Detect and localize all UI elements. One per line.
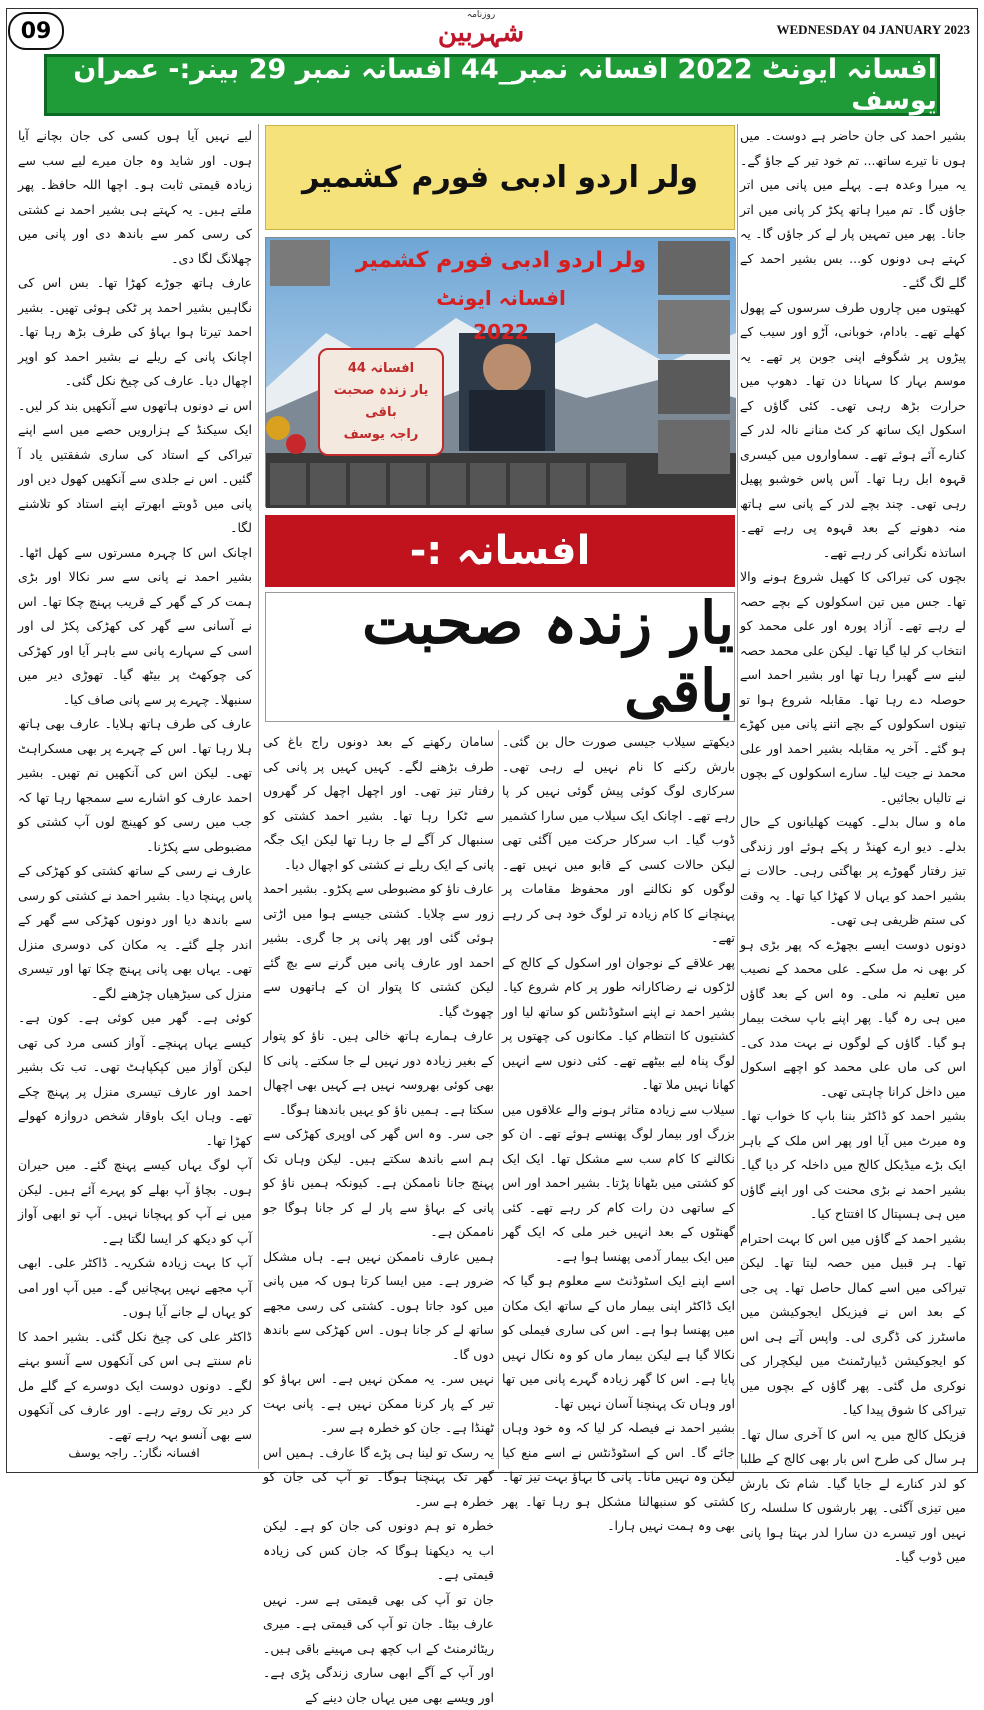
newspaper-logo	[426, 10, 536, 48]
paragraph: عارف نے رسی کے ساتھ کشتی کو کھڑکی کے پاس پہنچا دیا۔ بشیر احمد نے کشتی کو رسی سے باندھ دیا اور دونوں کھڑکی سے گھر کے اندر چلے گئے۔ یہ مکان کی دوسری منزل تھی۔ یہاں بھی پانی پہنچ چکا تھا اور تیسری منزل کی سیڑھیاں چڑھنے لگے۔	[18, 859, 252, 1006]
paragraph: نہیں سر۔ یہ ممکن نہیں ہے۔ اس بہاؤ کو تیر کے پار کرنا ممکن نہیں ہے۔ پانی بہت ٹھنڈا ہے۔ جان کو خطرہ ہے سر۔	[263, 1367, 494, 1441]
article-column-right	[740, 124, 966, 1469]
paragraph: کوئی ہے۔ گھر میں کوئی ہے۔ کون ہے۔ کیسے یہاں پہنچے۔ آواز کسی مرد کی تھی لیکن آواز میں کپکپاہٹ تھی۔ تب تک بشیر احمد اور عارف تیسری منزل پر پہنچ چکے تھے۔ وہاں ایک باوقار شخص دروازہ کھولے کھڑا تھا۔	[18, 1006, 252, 1153]
issue-date: WEDNESDAY 04 JANUARY 2023	[777, 22, 970, 38]
paragraph: کھیتوں میں چاروں طرف سرسوں کے پھول کھلے تھے۔ بادام، خوبانی، آڑو اور سیب کے پیڑوں پر شگوفے اپنی جوبن پر تھے۔ یہ موسم بہار کا سہانا دن تھا۔ دھوپ میں حرارت بڑھ رہی تھی۔ کئی گاؤں کے اسکول ایک ساتھ کر کٹ منانے نالہ لدر کے کنارے آئے ہوئے تھے۔ سماواروں میں کیسری قہوہ ابل رہا تھا۔ آس پاس خوشبو پھیل رہی تھی۔ چند بچے لدر کے پانی سے ہاتھ منہ دھونے کے بعد قہوہ پی رہے تھے۔ اساتذہ نگرانی کر رہے تھے۔	[740, 296, 966, 566]
paragraph: عارف ہاتھ جوڑے کھڑا تھا۔ بس اس کی نگاہیں بشیر احمد پر ٹکی ہوئی تھیں۔ بشیر احمد تیرتا ہوا بہاؤ کی طرف بڑھ رہا تھا۔ اچانک پانی کے ریلے نے بشیر احمد کو اوپر اچھال دیا۔ عارف کی چیخ نکل گئی۔	[18, 271, 252, 394]
paragraph: دیکھتے سیلاب جیسی صورت حال بن گئی۔ بارش رکنے کا نام نہیں لے رہی تھی۔ سرکاری لوگ کوئی پیش گوئی نہیں کر پا رہے تھے۔ اچانک ایک سیلاب میں سارا کشمیر ڈوب گیا۔ اب سرکار حرکت میں آگئی تھی لیکن حالات کسی کے قابو میں نہیں تھے۔ لوگوں کو نکالنے اور محفوظ مقامات پر پہنچانے کا کام زیادہ تر لوگ خود ہی کر رہے تھے۔	[502, 730, 735, 951]
paragraph: دونوں دوست ایسے بچھڑے کہ پھر بڑی ہو کر بھی نہ مل سکے۔ علی محمد کے نصیب میں تعلیم نہ ملی۔ وہ اس کے بعد گاؤں میں ہی رہ گیا۔ پھر اپنے باپ سخت بیمار ہو گیا۔ گاؤں کے لوگوں نے بہت مدد کی۔ اس کی ماں علی محمد کو اچھے اسکول میں داخل کرانا چاہتی تھی۔	[740, 933, 966, 1105]
paragraph: بشیر احمد نے فیصلہ کر لیا کہ وہ خود وہاں جائے گا۔ اس کے اسٹوڈنٹس نے اسے منع کیا لیکن وہ نہیں مانا۔ پانی کا بہاؤ بہت تیز تھا۔ کشتی کو سنبھالنا مشکل ہو رہا تھا۔ پھر بھی وہ ہمت نہیں ہارا۔	[502, 1416, 735, 1539]
event-banner: افسانہ ایونٹ 2022 افسانہ نمبر_44 افسانہ نمبر 29 بینر:- عمران یوسف	[44, 54, 940, 116]
paragraph: اچانک اس کا چہرہ مسرتوں سے کھل اٹھا۔ بشیر احمد نے پانی سے سر نکالا اور بڑی ہمت کر کے گھر کے قریب پہنچ چکا تھا۔ اس نے آسانی سے گھر کی کھڑکی پکڑ لی اور اسی کے سہارے پانی سے باہر آیا اور کھڑکی کی چوکھٹ پر بیٹھ گیا۔ تھوڑی دیر میں سنبھلا۔ چہرے پر سے پانی صاف کیا۔	[18, 541, 252, 713]
paragraph: عارف ناؤ کو مضبوطی سے پکڑو۔ بشیر احمد زور سے چلایا۔ کشتی جیسے ہوا میں اڑتی ہوئی گئی اور پھر پانی پر جا گری۔ بشیر احمد اور عارف پانی میں گرنے سے بچ گئے لیکن کشتی کا پتوار ان کے ہاتھوں سے چھوٹ گیا۔	[263, 877, 494, 1024]
paragraph: بشیر احمد کے گاؤں میں اس کا بہت احترام تھا۔ ہر قبیل میں حصہ لیتا تھا۔ لیکن تیراکی میں اسے کمال حاصل تھا۔ پی جی کے بعد اس نے فیزیکل ایجوکیشن میں ماسٹرز کی ڈگری لی۔ واپس آتے ہی اس کو ایجوکیشن ڈیپارٹمنٹ میں لیکچرار کی نوکری مل گئی۔ پھر گاؤں کے بچوں میں تیراکی کا شوق پیدا کیا۔	[740, 1227, 966, 1423]
paragraph: عارف ہمارے ہاتھ خالی ہیں۔ ناؤ کو پتوار کے بغیر زیادہ دور نہیں لے جا سکتے۔ پانی کا بھی کوئی بھروسہ نہیں ہے کہیں بھی اچھال سکتا ہے۔ ہمیں ناؤ کو یہیں باندھنا ہوگا۔	[263, 1024, 494, 1122]
column-divider	[258, 124, 259, 1469]
paragraph: اسے اپنے ایک اسٹوڈنٹ سے معلوم ہو گیا کہ ایک ڈاکٹر اپنی بیمار ماں کے ساتھ ایک مکان میں پھنسا ہوا ہے۔ اس کی ساری فیملی کو نکالا گیا ہے لیکن بیمار ماں کو وہ نکال نہیں پایا ہے۔ اس کا گھر زیادہ گہرے پانی میں تھا اور وہاں تک پہنچنا آسان نہیں تھا۔	[502, 1269, 735, 1416]
paragraph: ڈاکٹر علی کی چیخ نکل گئی۔ بشیر احمد کا نام سنتے ہی اس کی آنکھوں سے آنسو بہنے لگے۔ دونوں دوست ایک دوسرے کے گلے مل کر دیر تک روتے رہے۔ اور عارف کی آنکھوں سے بھی آنسو بہہ رہے تھے۔	[18, 1325, 252, 1448]
paragraph: ہمیں عارف ناممکن نہیں ہے۔ ہاں مشکل ضرور ہے۔ میں ایسا کرتا ہوں کہ میں پانی میں کود جاتا ہوں۔ کشتی کی رسی مجھے ساتھ لے کر جانا ہوں۔ اس کھڑکی سے باندھ دوں گا۔	[263, 1245, 494, 1368]
paragraph: بچوں کی تیراکی کا کھیل شروع ہونے والا تھا۔ جس میں تین اسکولوں کے بچے حصہ لے رہے تھے۔ آزاد پورہ اور علی محمد کو انتخاب کر لیا گیا تھا۔ لیکن علی محمد حصہ لینے سے گھبرا رہا تھا اور بشیر احمد اسے حوصلہ دے رہا تھا۔ مقابلہ شروع ہوا تو تینوں اسکولوں کے بچے اتنے پانی میں کھڑے ہو گئے۔ آخر یہ مقابلہ بشیر احمد اور علی محمد نے جیت لیا۔ سارے اسکولوں کے بچوں نے تالیاں بجائیں۔	[740, 565, 966, 810]
logo-tagline: روزنامہ	[426, 10, 536, 20]
poster-card-title: یار زندہ صحبت باقی	[320, 380, 442, 424]
paragraph: فزیکل کالج میں یہ اس کا آخری سال تھا۔ ہر سال کی طرح اس بار بھی کالج کے طلبا کو لدر کنارے لے جایا گیا۔ شام تک بارش میں تیزی آگئی۔ پھر بارشوں کا سلسلہ رکا نہیں اور تیسرے دن سارا لدر بہتا ہوا پانی میں ڈوب گیا۔	[740, 1423, 966, 1570]
poster-card-number: افسانہ 44	[320, 358, 442, 380]
poster-card-author: راجہ یوسف	[320, 424, 442, 446]
column-divider	[737, 124, 738, 1469]
poster-year: 2022	[266, 320, 736, 344]
article-column-center	[263, 730, 494, 1469]
article-column-left	[18, 124, 252, 1442]
paragraph: سامان رکھنے کے بعد دونوں راج باغ کی طرف بڑھنے لگے۔ کہیں کہیں پر پانی کی رفتار تیز تھی۔ اور اچھل اچھل کر گھروں سے ٹکرا رہا تھا۔ بشیر احمد کشتی کو سنبھال کر آگے لے جا رہا تھا لیکن ایک جگہ پانی کے ایک ریلے نے کشتی کو اچھال دیا۔	[263, 730, 494, 877]
paragraph: ماہ و سال بدلے۔ کھیت کھلیانوں کے حال بدلے۔ دیو ارے کھنڈ ر پکے ہوئے اور زندگی تیز رفتار گھوڑے پر بھاگتی رہی۔ حالات نے بشیر احمد کو یہاں لا کھڑا کیا تھا۔ یہ وقت کی ستم ظریفی ہی تھی۔	[740, 810, 966, 933]
story-title: یار زندہ صحبت باقی	[265, 592, 735, 722]
forum-title: ولر اردو ادبی فورم کشمیر	[265, 125, 735, 230]
paragraph: خطرہ تو ہم دونوں کی جان کو ہے۔ لیکن اب یہ دیکھنا ہوگا کہ جان کس کی زیادہ قیمتی ہے۔	[263, 1514, 494, 1588]
paragraph: یہ رسک تو لینا ہی پڑے گا عارف۔ ہمیں اس گھر تک پہنچنا ہوگا۔ تو آپ کی جان کو خطرہ ہے سر۔	[263, 1441, 494, 1515]
paragraph: جان تو آپ کی بھی قیمتی ہے سر۔ نہیں عارف بیٹا۔ جان تو آپ کی قیمتی ہے۔ میری ریٹائرمنٹ کے اب کچھ ہی مہینے باقی ہیں۔ اور آپ کے آگے ابھی ساری زندگی پڑی ہے۔ اور ویسے بھی میں یہاں جان دینے کے	[263, 1588, 494, 1710]
page-number: 09	[8, 12, 64, 50]
poster-subtitle: افسانہ ایونٹ	[266, 286, 736, 310]
event-poster	[265, 237, 735, 507]
paragraph: بشیر احمد کو ڈاکٹر بننا باپ کا خواب تھا۔ وہ میرٹ میں آیا اور پھر اس ملک کے باہر ایک بڑے میڈیکل کالج میں داخلہ کر دیا گیا۔ بشیر احمد نے بڑی محنت کی اور اپنے گاؤں میں ہی ہسپتال کا افتتاح کیا۔	[740, 1104, 966, 1227]
paragraph: پھر علاقے کے نوجوان اور اسکول کے کالج کے لڑکوں نے رضاکارانہ طور پر کام شروع کیا۔ بشیر احمد نے اپنے اسٹوڈنٹس کو ساتھ لیا اور کشتیوں کا انتظام کیا۔ مکانوں کی چھتوں پر لوگ پناہ لیے بیٹھے تھے۔ کئی دنوں سے انہیں کھانا نہیں ملا تھا۔	[502, 951, 735, 1098]
paragraph: آپ لوگ یہاں کیسے پہنچ گئے۔ میں حیران ہوں۔ بچاؤ آپ بھلے کو پہرے آئے ہیں۔ لیکن میں نے آپ کو پہچانا نہیں۔ آپ تو ابھی آواز آپ کو دیکھ کر ایسا لگتا ہے۔	[18, 1153, 252, 1251]
poster-card	[318, 348, 444, 456]
poster-title: ولر اردو ادبی فورم کشمیر	[266, 248, 736, 273]
paragraph: عارف کی طرف ہاتھ ہلایا۔ عارف بھی ہاتھ ہلا رہا تھا۔ اس کے چہرے پر بھی مسکراہٹ تھی۔ لیکن اس کی آنکھیں نم تھیں۔ بشیر احمد عارف کو اشارے سے سمجھا رہا تھا کہ جب میں رسی کو کھینچ لوں آپ کشتی کو مضبوطی سے پکڑنا۔	[18, 712, 252, 859]
afsana-label: افسانہ :-	[265, 515, 735, 587]
paragraph: اس نے دونوں ہاتھوں سے آنکھیں بند کر لیں۔ ایک سیکنڈ کے ہزارویں حصے میں اسے اپنے تیراکی کے استاد کی ساری شفقتیں یاد آ گئیں۔ اس نے جلدی سے آنکھیں کھول دیں اور پانی میں ڈوبتے ابھرتے اپنے استاد کو تلاشنے لگا۔	[18, 394, 252, 541]
article-column-middle	[502, 730, 735, 1469]
paragraph: جی سر۔ وہ اس گھر کی اوپری کھڑکی سے ہم اسے باندھ سکتے ہیں۔ لیکن وہاں تک پہنچ جانا ناممکن ہے۔ کیونکہ ہمیں ناؤ کو پانی کے بہاؤ سے پار لے کر جانا ہوگا جو ناممکن ہے۔	[263, 1122, 494, 1245]
page-header	[6, 8, 978, 52]
paragraph: آپ کا بہت زیادہ شکریہ۔ ڈاکٹر علی۔ ابھی آپ مجھے نہیں پہچانیں گے۔ میں آپ اور امی کو یہاں لے جانے آیا ہوں۔	[18, 1251, 252, 1325]
logo-name: شہربین	[426, 20, 536, 46]
paragraph: لیے نہیں آیا ہوں کسی کی جان بچانے آیا ہوں۔ اور شاید وہ جان میرے لیے سب سے زیادہ قیمتی ثابت ہو۔ اچھا اللہ حافظ۔ پھر ملتے ہیں۔ یہ کہتے ہی بشیر احمد نے کشتی کی رسی کمر سے باندھ دی اور پانی میں چھلانگ لگا دی۔	[18, 124, 252, 271]
author-credit: افسانہ نگار:۔ راجہ یوسف	[20, 1446, 248, 1460]
paragraph: سیلاب سے زیادہ متاثر ہونے والے علاقوں میں بزرگ اور بیمار لوگ پھنسے ہوئے تھے۔ ان کو نکالنے کا کام سب سے مشکل تھا۔ ایک ایک کو کشتی میں بٹھانا پڑتا۔ بشیر احمد اور اس کے ساتھی دن رات کام کر رہے تھے۔ کئی گھنٹوں کے بعد انہیں خبر ملی کہ ایک گھر میں ایک بیمار آدمی پھنسا ہوا ہے۔	[502, 1098, 735, 1270]
paragraph: بشیر احمد کی جان حاضر ہے دوست۔ میں ہوں نا تیرے ساتھ... تم خود تیر کے جاؤ گے۔ یہ میرا وعدہ ہے۔ پہلے میں پانی میں اتر جاؤں گا۔ تم میرا ہاتھ پکڑ کر پانی میں اتر جانا۔ پھر میں تمہیں پار لے کر جاؤں گا۔ یہ کہتے ہی دونوں کو... بس بشیر احمد کے گلے لگ گئے۔	[740, 124, 966, 296]
column-divider	[498, 730, 499, 1469]
